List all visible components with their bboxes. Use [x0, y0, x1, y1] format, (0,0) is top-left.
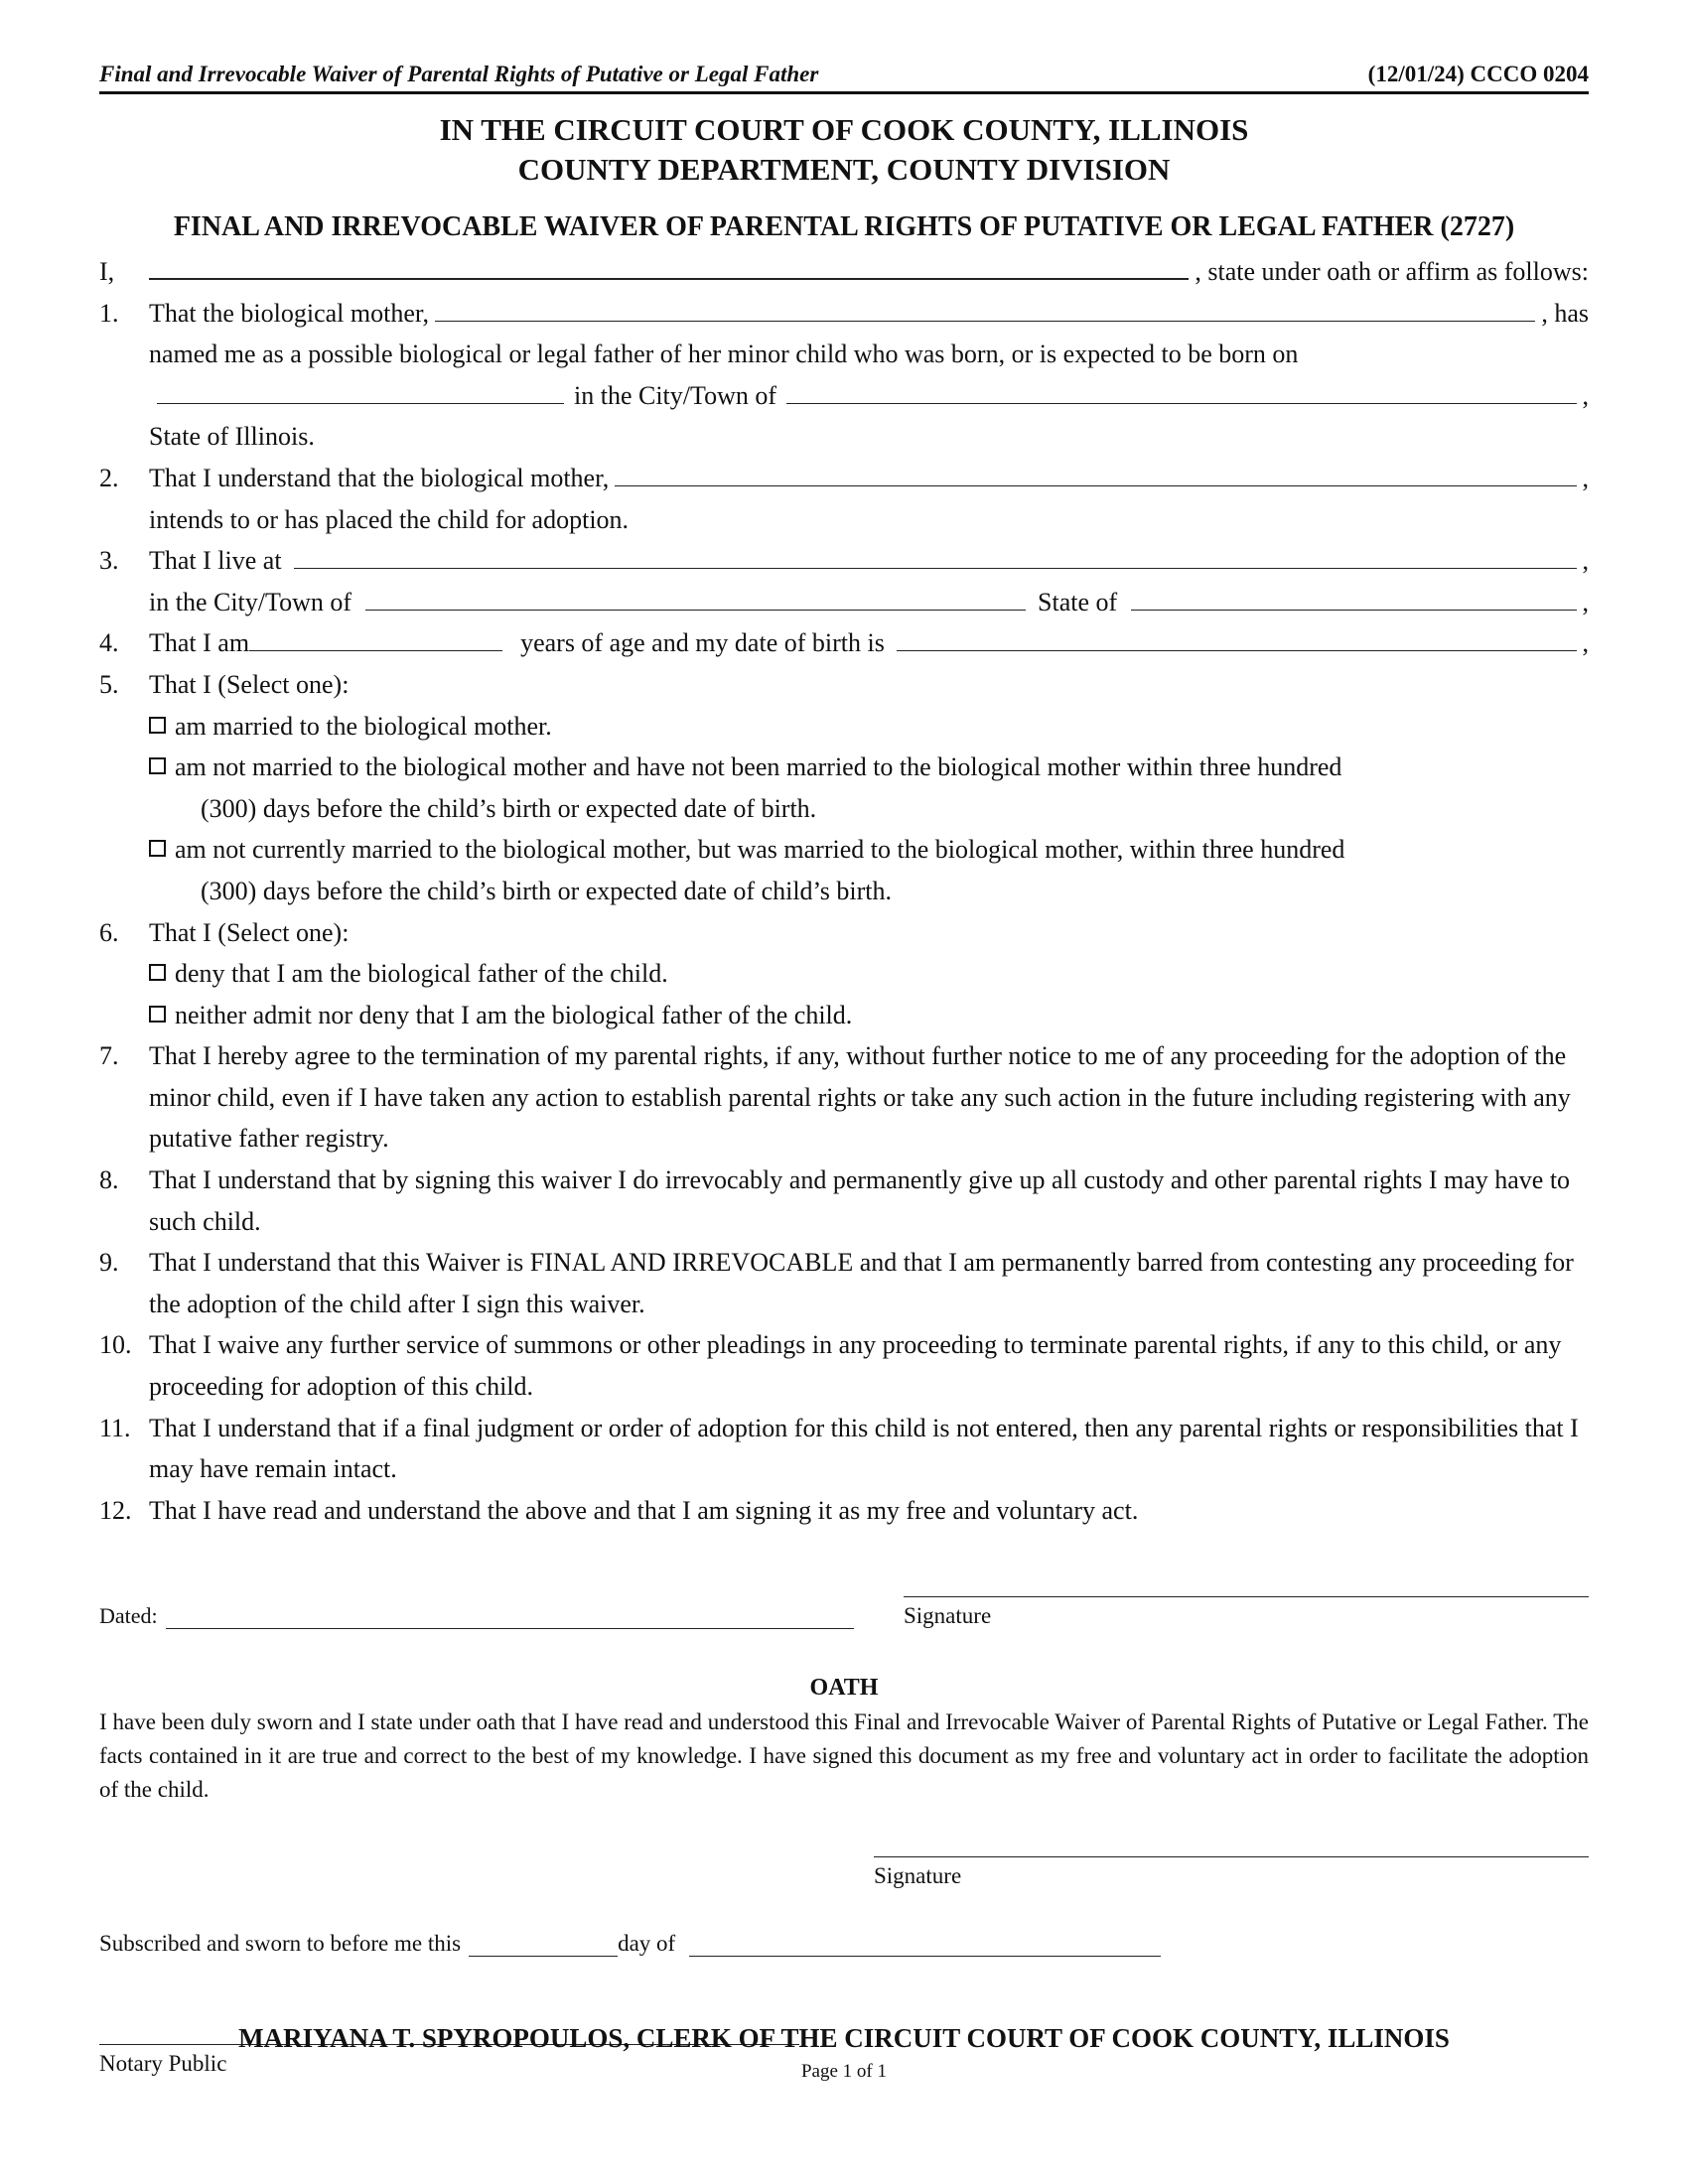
item-5-option-married[interactable]	[99, 706, 1589, 748]
item-8-text: That I understand that by signing this waiver I do irrevocably and permanently give up all custody and other parental rights I may have to such child.	[149, 1165, 1571, 1236]
signature-row	[99, 1574, 1589, 1629]
item-9-number: 9.	[99, 1248, 119, 1278]
item-5-option-2	[175, 747, 1589, 829]
item-7	[99, 1035, 1589, 1160]
residence-state-field[interactable]	[1131, 588, 1576, 611]
date-of-birth-field[interactable]	[897, 628, 1577, 651]
dated-label: Dated:	[99, 1603, 158, 1629]
item-8-number: 8.	[99, 1165, 119, 1195]
not-married-checkbox[interactable]	[149, 757, 166, 774]
item-3-text-d: State of	[1038, 587, 1118, 616]
item-1-line-4	[99, 416, 1589, 458]
item-4-text-b: years of age and my date of birth is	[520, 628, 885, 658]
item-6-option-deny[interactable]	[99, 953, 1589, 995]
item-2-line-1	[99, 458, 1589, 499]
item-9-text: That I understand that this Waiver is FINAL AND IRREVOCABLE and that I am permanently barred from contesting any proceeding for the adoption of the child after I sign this waiver.	[149, 1248, 1574, 1318]
item-6-line	[99, 912, 1589, 954]
formerly-married-checkbox[interactable]	[149, 840, 166, 857]
item-1-text-d: in the City/Town of	[574, 380, 777, 410]
form-title: FINAL AND IRREVOCABLE WAIVER OF PARENTAL RIGHTS OF PUTATIVE OR LEGAL FATHER (2727)	[173, 211, 1515, 242]
item-10-text: That I waive any further service of summons or other pleadings in any proceeding to terminate parental rights, if any to this child, or any proceeding for adoption of this child.	[149, 1330, 1562, 1402]
residence-city-field[interactable]	[365, 588, 1026, 611]
form-body	[99, 251, 1589, 1531]
item-5-option-2-text-a: am not married to the biological mother and have not been married to the biological mother within three hundred	[175, 752, 1342, 782]
married-checkbox[interactable]	[149, 717, 166, 734]
intro-suffix: , state under oath or affirm as follows:	[1195, 257, 1589, 286]
item-1-text-a: That the biological mother,	[149, 298, 429, 328]
item-12-text: That I have read and understand the above and that I am signing it as my free and voluntary act.	[149, 1495, 1139, 1525]
court-line-2: COUNTY DEPARTMENT, COUNTY DIVISION	[517, 152, 1171, 187]
signature-label: Signature	[904, 1603, 992, 1629]
item-3-text-c: in the City/Town of	[149, 587, 352, 616]
item-3-text-b: ,	[1582, 546, 1589, 576]
mother-name-field[interactable]	[435, 299, 1535, 322]
item-5-number: 5.	[99, 669, 119, 699]
sworn-prefix: Subscribed and sworn to before me this	[99, 1931, 462, 1957]
item-3-line-1	[99, 540, 1589, 582]
item-12	[99, 1490, 1589, 1532]
item-1-text-f: State of Illinois.	[149, 422, 315, 452]
item-7-text: That I hereby agree to the termination of my parental rights, if any, without further notice to me of any proceeding for the adoption of the minor child, even if I have taken any action to establish parental rights or take any such action in the future including registering with any putative father registry.	[149, 1041, 1571, 1154]
page-header	[99, 62, 1589, 94]
court-line-1: IN THE CIRCUIT COURT OF COOK COUNTY, ILLINOIS	[439, 112, 1249, 147]
item-9	[99, 1242, 1589, 1324]
item-5-option-3-text-a: am not currently married to the biological mother, but was married to the biological mother, within three hundred	[175, 835, 1345, 865]
item-5-option-3	[175, 829, 1589, 911]
item-1-text-b: , has	[1541, 298, 1589, 328]
mother-name-field-2[interactable]	[615, 464, 1576, 486]
item-1-text-c: named me as a possible biological or legal father of her minor child who was born, or is expected to be born on	[149, 340, 1299, 369]
sworn-month-field[interactable]	[689, 1940, 1161, 1957]
item-1-line-1	[99, 293, 1589, 335]
header-title: Final and Irrevocable Waiver of Parental Rights of Putative or Legal Father	[99, 62, 819, 86]
item-2-line-2	[99, 499, 1589, 541]
dated-block	[99, 1574, 854, 1629]
item-3-text-a: That I live at	[149, 546, 282, 576]
item-2-text-c: intends to or has placed the child for adoption.	[149, 504, 630, 534]
item-6-number: 6.	[99, 917, 119, 947]
item-4-text-a: That I am	[149, 628, 250, 658]
item-5-option-2-text-b: (300) days before the child’s birth or expected date of birth.	[201, 793, 817, 823]
form-code: (12/01/24) CCCO 0204	[1367, 62, 1589, 86]
item-3-number: 3.	[99, 546, 119, 576]
signature-block	[904, 1574, 1589, 1629]
item-1-line-3	[99, 375, 1589, 417]
item-6-label: That I (Select one):	[149, 917, 350, 947]
age-field[interactable]	[249, 628, 502, 651]
item-1-line-2	[99, 334, 1589, 375]
item-3-line-2	[99, 582, 1589, 623]
item-1-text-e: ,	[1582, 380, 1589, 410]
item-3-text-e: ,	[1582, 587, 1589, 616]
deny-checkbox[interactable]	[149, 964, 166, 981]
intro-line	[99, 251, 1589, 293]
item-1-number: 1.	[99, 298, 119, 328]
oath-signature-label: Signature	[874, 1863, 962, 1889]
child-birth-date-field[interactable]	[157, 381, 564, 404]
dated-field[interactable]	[166, 1612, 854, 1629]
sworn-line	[99, 1931, 1589, 1957]
signature-field[interactable]	[904, 1574, 1589, 1597]
item-5-option-1-text: am married to the biological mother.	[175, 711, 552, 741]
intro-prefix: I,	[99, 257, 115, 286]
oath-title: OATH	[809, 1675, 879, 1702]
item-11-number: 11.	[99, 1413, 131, 1442]
item-7-number: 7.	[99, 1041, 119, 1071]
clerk-footer: MARIYANA T. SPYROPOULOS, CLERK OF THE CIRCUIT COURT OF COOK COUNTY, ILLINOIS	[238, 2023, 1450, 2053]
item-5-option-not-married[interactable]	[99, 747, 1589, 829]
item-12-number: 12.	[99, 1495, 132, 1525]
item-5-option-3-text-b: (300) days before the child’s birth or expected date of child’s birth.	[201, 876, 893, 905]
item-5-line	[99, 664, 1589, 706]
item-2-number: 2.	[99, 463, 119, 492]
oath-text: I have been duly sworn and I state under oath that I have read and understood this Final and Irrevocable Waiver of Parental Rights of Putative or Legal Father. The facts contained in it are true and correct to the best of my knowledge. I have signed this document as my free and voluntary act in order to facilitate the adoption of the child.	[99, 1709, 1589, 1803]
item-5-option-formerly-married[interactable]	[99, 829, 1589, 911]
item-2-text-a: That I understand that the biological mother,	[149, 463, 610, 492]
item-10	[99, 1324, 1589, 1407]
item-4-number: 4.	[99, 628, 119, 658]
item-2-text-b: ,	[1582, 463, 1589, 492]
page-number: Page 1 of 1	[800, 2061, 887, 2082]
neither-checkbox[interactable]	[149, 1006, 166, 1023]
item-4-text-c: ,	[1582, 628, 1589, 658]
item-4-line	[99, 622, 1589, 664]
declarant-name-field[interactable]	[149, 256, 1189, 280]
item-6-option-neither[interactable]	[99, 995, 1589, 1036]
oath-signature-field[interactable]	[874, 1835, 1589, 1857]
item-5-label: That I (Select one):	[149, 669, 350, 699]
oath-signature-block	[874, 1835, 1589, 1889]
item-11	[99, 1408, 1589, 1490]
item-8	[99, 1160, 1589, 1242]
notary-label: Notary Public	[99, 2051, 227, 2077]
birth-city-field[interactable]	[786, 381, 1576, 404]
item-6-option-1-text: deny that I am the biological father of the child.	[175, 959, 668, 989]
item-11-text: That I understand that if a final judgment or order of adoption for this child is not entered, then any parental rights or responsibilities that I may have remain intact.	[149, 1413, 1579, 1484]
sworn-day-of: day of	[618, 1931, 676, 1957]
sworn-day-field[interactable]	[469, 1940, 618, 1957]
address-field[interactable]	[294, 546, 1577, 569]
form-page	[99, 62, 1589, 2146]
court-heading	[99, 110, 1589, 190]
item-10-number: 10.	[99, 1330, 132, 1360]
item-6-option-2-text: neither admit nor deny that I am the biological father of the child.	[175, 1000, 853, 1029]
